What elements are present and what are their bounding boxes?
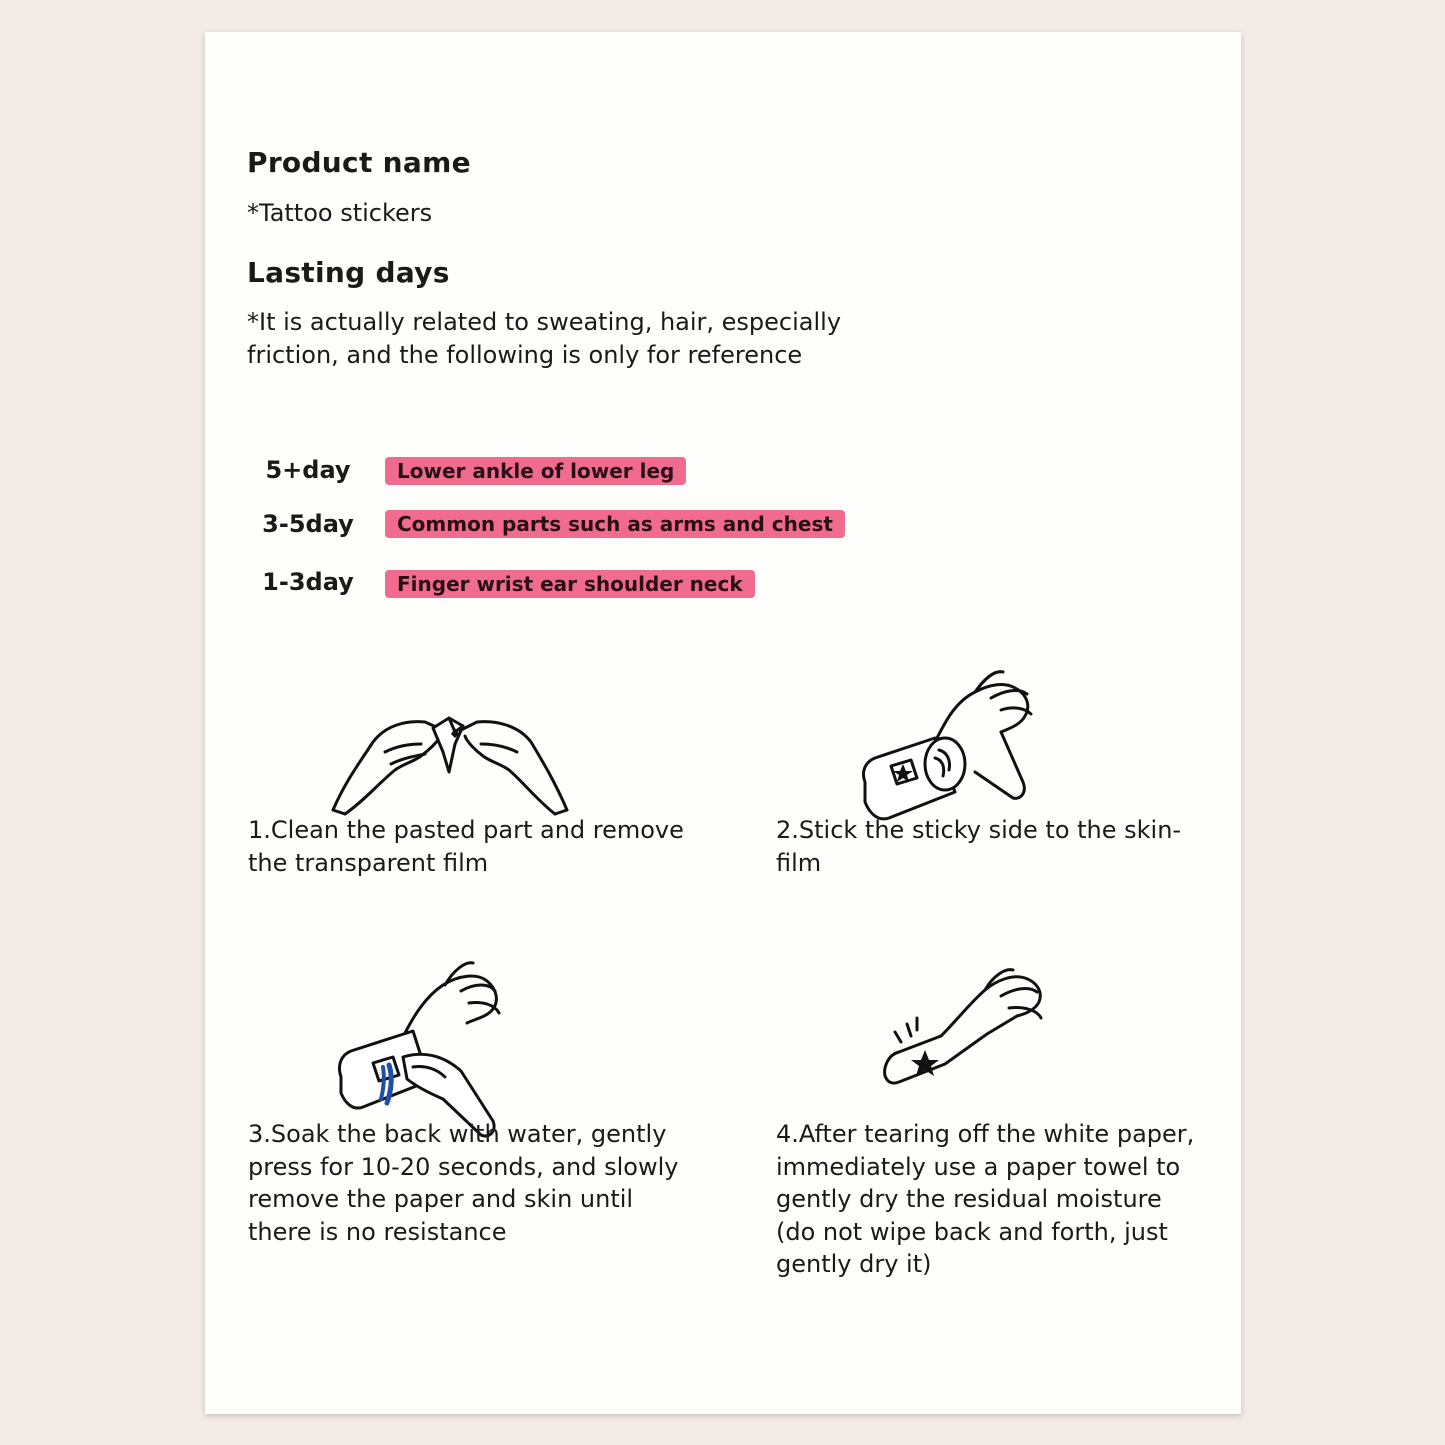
step-text-line: gently dry the residual moisture: [776, 1185, 1162, 1213]
body-part-pill: Finger wrist ear shoulder neck: [385, 570, 755, 598]
hands-peeling-film-icon: [325, 682, 575, 822]
body-part-pill: Lower ankle of lower leg: [385, 457, 686, 485]
body-part-pill: Common parts such as arms and chest: [385, 510, 845, 538]
step-text-line: (do not wipe back and forth, just: [776, 1217, 1168, 1246]
day-label-3to5: 3-5day: [262, 510, 354, 538]
step-text-line: film: [776, 848, 822, 877]
step-text-line: 4.After tearing off the white paper,: [776, 1120, 1195, 1148]
step-2-text: [776, 814, 1226, 879]
day-label-5plus: 5+day: [265, 456, 351, 484]
product-name-heading: Product name: [247, 146, 471, 179]
step-text-line: immediately use a paper towel to: [776, 1152, 1181, 1181]
step-1-text: [248, 814, 698, 879]
step-text-line: gently dry it): [776, 1250, 932, 1278]
step-text-line: remove the paper and skin until: [248, 1185, 634, 1213]
step-4-text: [776, 1118, 1226, 1281]
product-name-value: *Tattoo stickers: [247, 199, 433, 227]
step-3-text: [248, 1118, 698, 1248]
lasting-note-line: friction, and the following is only for reference: [247, 341, 803, 369]
lasting-days-heading: Lasting days: [247, 256, 450, 289]
step-text-line: press for 10-20 seconds, and slowly: [248, 1152, 679, 1181]
day-label-1to3: 1-3day: [262, 568, 354, 596]
lasting-days-note: [247, 306, 841, 372]
step-text-line: 2.Stick the sticky side to the skin-: [776, 816, 1182, 844]
lasting-note-line: *It is actually related to sweating, hair, especially: [247, 308, 842, 336]
instruction-sheet: [205, 32, 1241, 1414]
step-text-line: there is no resistance: [248, 1217, 507, 1246]
step-text-line: 3.Soak the back with water, gently: [248, 1120, 667, 1148]
star-tattoo-wrist-icon: [881, 962, 1056, 1102]
step-text-line: the transparent film: [248, 848, 489, 877]
step-text-line: 1.Clean the pasted part and remove: [248, 816, 684, 844]
